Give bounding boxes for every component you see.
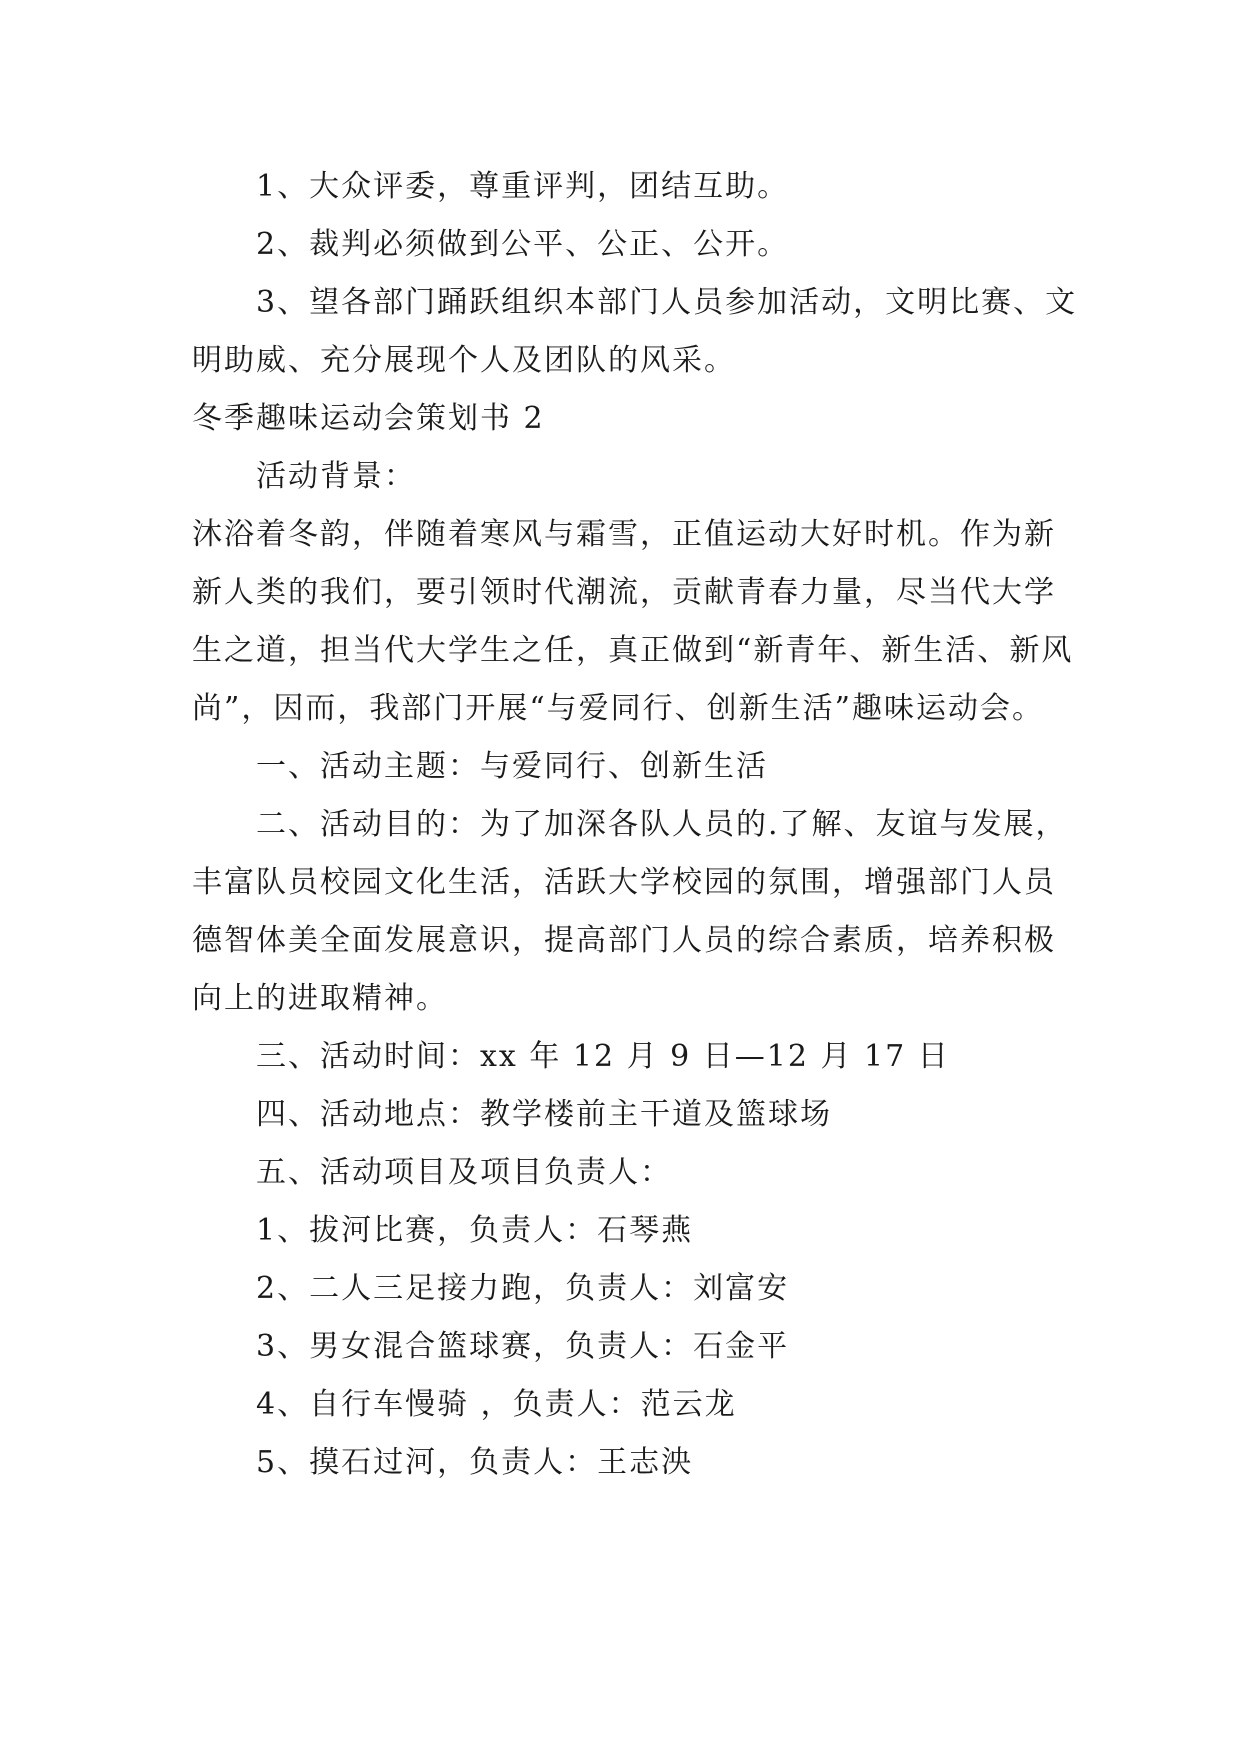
activity-purpose: 二、活动目的：为了加深各队人员的.了解、友谊与发展，丰富队员校园文化生活，活跃大学校园的氛围，增强部门人员德智体美全面发展意识，提高部门人员的综合素质，培养积极向上的进取精神。 — [192, 807, 1068, 1016]
rule-line-1: 1、大众评委，尊重评判，团结互助。 — [256, 169, 790, 204]
list-item: 2、二人三足接力跑，负责人：刘富安 — [256, 1271, 790, 1306]
activity-time: 三、活动时间：xx 年 12 月 9 日—12 月 17 日 — [256, 1039, 950, 1074]
list-item: 3、男女混合篮球赛，负责人：石金平 — [256, 1329, 790, 1364]
list-item: 5、摸石过河，负责人：王志泱 — [256, 1445, 694, 1480]
list-item: 1、拔河比赛，负责人：石琴燕 — [256, 1213, 694, 1248]
list-item: 4、自行车慢骑 ，负责人：范云龙 — [256, 1387, 737, 1422]
background-text: 沐浴着冬韵，伴随着寒风与霜雪，正值运动大好时机。作为新新人类的我们，要引领时代潮流，贡献青春力量，尽当代大学生之道，担当代大学生之任，真正做到“新青年、新生活、新风尚”，因而，我部门开展“与爱同行、创新生活”趣味运动会。 — [192, 517, 1074, 726]
activity-items-title: 五、活动项目及项目负责人： — [256, 1155, 672, 1190]
background-label: 活动背景： — [256, 459, 416, 494]
activity-place: 四、活动地点：教学楼前主干道及篮球场 — [256, 1097, 832, 1132]
section-title: 冬季趣味运动会策划书 2 — [192, 401, 545, 436]
rule-line-2: 2、裁判必须做到公平、公正、公开。 — [256, 227, 790, 262]
activity-theme: 一、活动主题：与爱同行、创新生活 — [256, 749, 768, 784]
rule-line-3: 3、望各部门踊跃组织本部门人员参加活动，文明比赛、文明助威、充分展现个人及团队的风采。 — [192, 285, 1078, 378]
document-body — [192, 158, 1082, 1492]
